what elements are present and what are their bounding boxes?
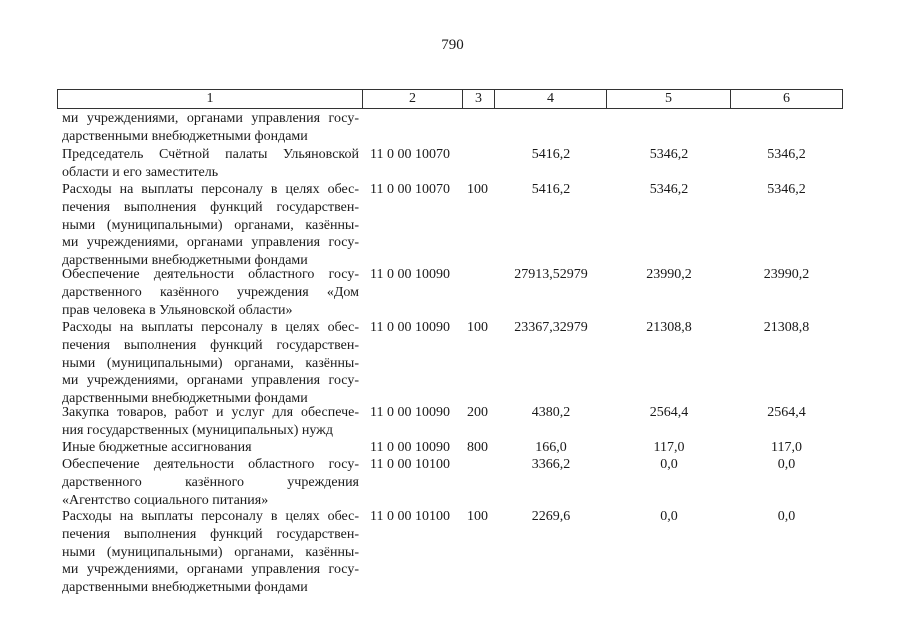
- description-line: Обеспечение деятельности областного госу-: [62, 457, 359, 472]
- description-line: ными (муниципальными) органами, казённы-: [62, 544, 359, 560]
- description-line: печения выполнения функций государствен-: [62, 337, 359, 353]
- row-value-col5: 21308,8: [646, 320, 692, 335]
- description-line: Иные бюджетные ассигнования: [62, 440, 252, 455]
- row-value-col6: 0,0: [777, 509, 796, 524]
- row-value-col4: 27913,52979: [514, 267, 588, 282]
- description-line: ными (муниципальными) органами, казённы-: [62, 217, 359, 233]
- description-line: ми учреждениями, органами управления госу-: [62, 562, 359, 578]
- row-value-col4: 5416,2: [531, 182, 571, 197]
- row-value-col6: 5346,2: [767, 147, 806, 162]
- row-value-col5: 117,0: [653, 440, 685, 455]
- description-line: дарственными внебюджетными фондами: [62, 391, 308, 407]
- description-line: дарственными внебюджетными фондами: [62, 580, 308, 596]
- row-value-col6: 0,0: [777, 457, 796, 472]
- description-line: дарственными внебюджетными фондами: [62, 128, 308, 144]
- row-description: [62, 439, 359, 457]
- page-number: 790: [441, 37, 464, 53]
- row-value-col5: 23990,2: [646, 267, 692, 282]
- row-code: 11 0 00 10100: [370, 457, 450, 472]
- row-description: [62, 319, 359, 408]
- row-value-col4: 23367,32979: [514, 320, 588, 335]
- description-line: Расходы на выплаты персоналу в целях обес-: [62, 320, 359, 335]
- description-line: ными (муниципальными) органами, казённы-: [62, 355, 359, 371]
- row-description: [62, 266, 359, 319]
- row-value-col5: 2564,4: [649, 405, 689, 420]
- column-header-3: 3: [463, 90, 495, 109]
- row-value-col4: 5416,2: [531, 147, 571, 162]
- row-code: 11 0 00 10090: [370, 320, 450, 335]
- row-value-col6: 23990,2: [763, 267, 810, 282]
- description-line: печения выполнения функций государствен-: [62, 199, 359, 215]
- description-line: области и его заместитель: [62, 164, 219, 180]
- description-line: Председатель Счётной палаты Ульяновской: [62, 147, 359, 162]
- row-description: [62, 181, 359, 270]
- row-value-col4: 2269,6: [531, 509, 571, 524]
- column-header-6: 6: [731, 90, 843, 109]
- description-line: печения выполнения функций государствен-: [62, 526, 359, 542]
- column-header-4: 4: [495, 90, 607, 109]
- row-code: 11 0 00 10090: [370, 267, 450, 282]
- row-type: 800: [467, 440, 488, 455]
- row-value-col5: 5346,2: [649, 182, 689, 197]
- row-value-col5: 0,0: [660, 457, 678, 472]
- column-header-1: 1: [58, 90, 363, 109]
- description-line: «Агентство социального питания»: [62, 492, 269, 508]
- description-line: ния государственных (муниципальных) нужд: [62, 422, 333, 438]
- row-value-col6: 2564,4: [767, 405, 806, 420]
- row-code: 11 0 00 10100: [370, 509, 450, 524]
- description-line: Закупка товаров, работ и услуг для обеспече-: [62, 405, 359, 420]
- row-value-col6: 5346,2: [767, 182, 806, 197]
- row-value-col5: 0,0: [660, 509, 678, 524]
- description-line: дарственного казённого учреждения: [62, 474, 359, 490]
- row-value-col4: 3366,2: [531, 457, 571, 472]
- description-line: дарственного казённого учреждения «Дом: [62, 284, 359, 300]
- description-line: ми учреждениями, органами управления госу-: [62, 111, 359, 126]
- column-header-5: 5: [607, 90, 731, 109]
- row-description: [62, 404, 359, 440]
- row-type: 100: [467, 182, 488, 197]
- row-description: [62, 508, 359, 597]
- row-code: 11 0 00 10070: [370, 182, 450, 197]
- row-description: [62, 146, 359, 182]
- row-type: 200: [467, 405, 488, 420]
- row-value-col4: 4380,2: [531, 405, 571, 420]
- description-line: Расходы на выплаты персоналу в целях обес-: [62, 509, 359, 524]
- description-line: Обеспечение деятельности областного госу-: [62, 267, 359, 282]
- description-line: ми учреждениями, органами управления госу-: [62, 235, 359, 251]
- column-header-2: 2: [363, 90, 463, 109]
- description-line: ми учреждениями, органами управления госу-: [62, 373, 359, 389]
- row-value-col5: 5346,2: [649, 147, 689, 162]
- row-value-col4: 166,0: [535, 440, 567, 455]
- description-line: прав человека в Ульяновской области»: [62, 302, 293, 318]
- row-type: 100: [467, 509, 488, 524]
- row-code: 11 0 00 10070: [370, 147, 450, 162]
- row-value-col6: 21308,8: [763, 320, 810, 335]
- description-line: Расходы на выплаты персоналу в целях обес-: [62, 182, 359, 197]
- row-description: [62, 110, 359, 146]
- row-code: 11 0 00 10090: [370, 405, 450, 420]
- row-code: 11 0 00 10090: [370, 440, 450, 455]
- row-description: [62, 456, 359, 509]
- row-type: 100: [467, 320, 488, 335]
- description-line: дарственными внебюджетными фондами: [62, 253, 308, 269]
- row-value-col6: 117,0: [771, 440, 802, 455]
